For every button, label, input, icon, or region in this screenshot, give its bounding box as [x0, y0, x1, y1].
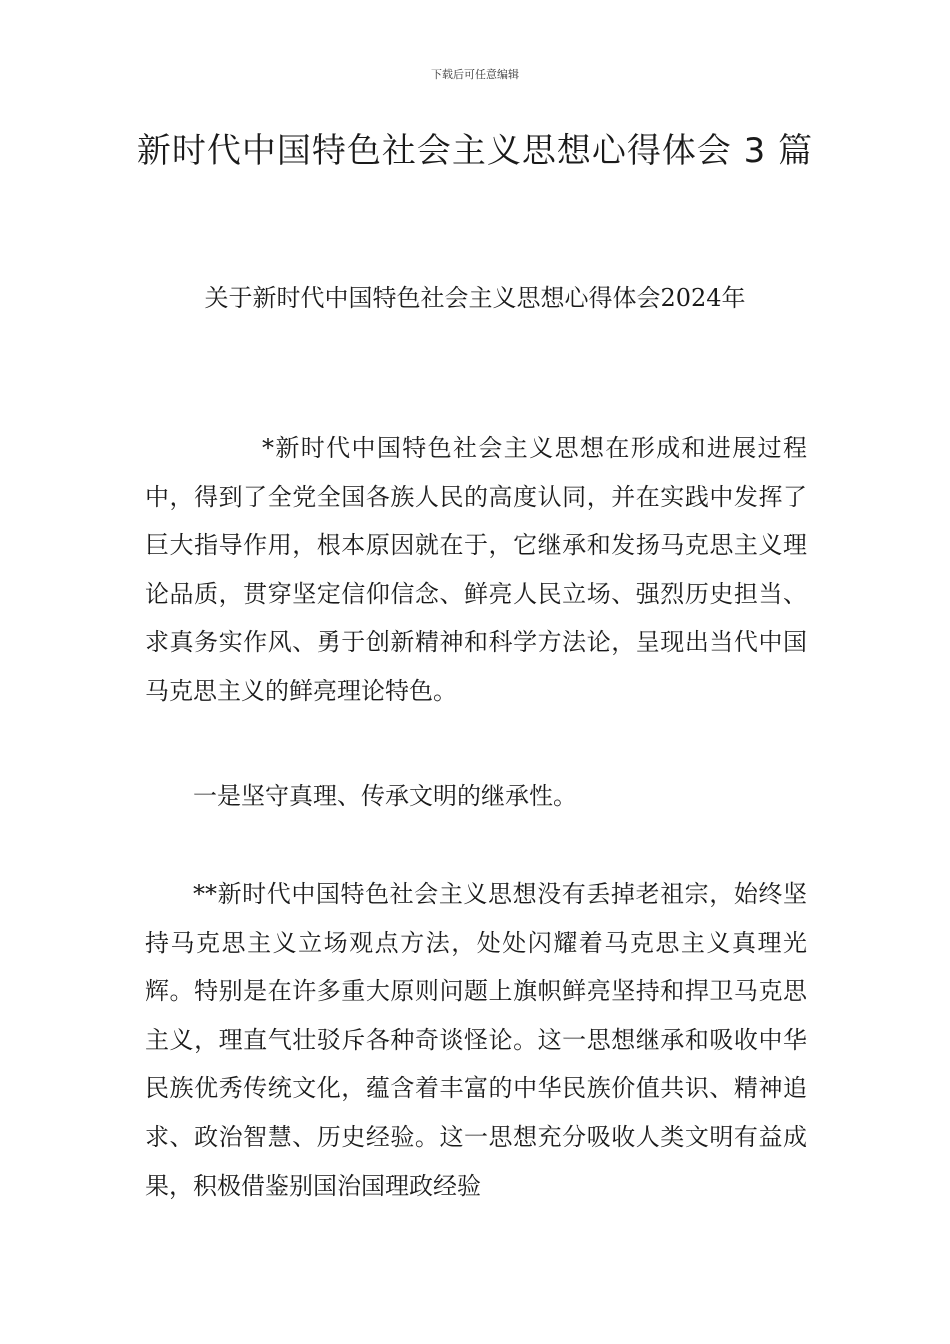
document-subtitle: 关于新时代中国特色社会主义思想心得体会2024年 — [204, 284, 746, 312]
paragraph-heading-one: 一是坚守真理、传承文明的继承性。 — [193, 782, 577, 810]
document-title: 新时代中国特色社会主义思想心得体会 3 篇 — [136, 131, 814, 171]
paragraph-body: **新时代中国特色社会主义思想没有丢掉老祖宗，始终坚持马克思主义立场观点方法，处处闪耀着马克思主义真理光辉。特别是在许多重大原则问题上旗帜鲜亮坚持和捍卫马克思主义，理直气壮驳斥各种奇谈怪论。这一思想继承和吸收中华民族优秀传统文化，蕴含着丰富的中华民族价值共识、精神追求、政治智慧、历史经验。这一思想充分吸收人类文明有益成果，积极借鉴别国治国理政经验 — [145, 880, 807, 1200]
header-note: 下载后可任意编辑 — [431, 68, 519, 81]
paragraph-intro: *新时代中国特色社会主义思想在形成和进展过程中，得到了全党全国各族人民的高度认同，并在实践中发挥了巨大指导作用，根本原因就在于，它继承和发扬马克思主义理论品质，贯穿坚定信仰信念、鲜亮人民立场、强烈历史担当、求真务实作风、勇于创新精神和科学方法论，呈现出当代中国马克思主义的鲜亮理论特色。 — [145, 434, 807, 705]
